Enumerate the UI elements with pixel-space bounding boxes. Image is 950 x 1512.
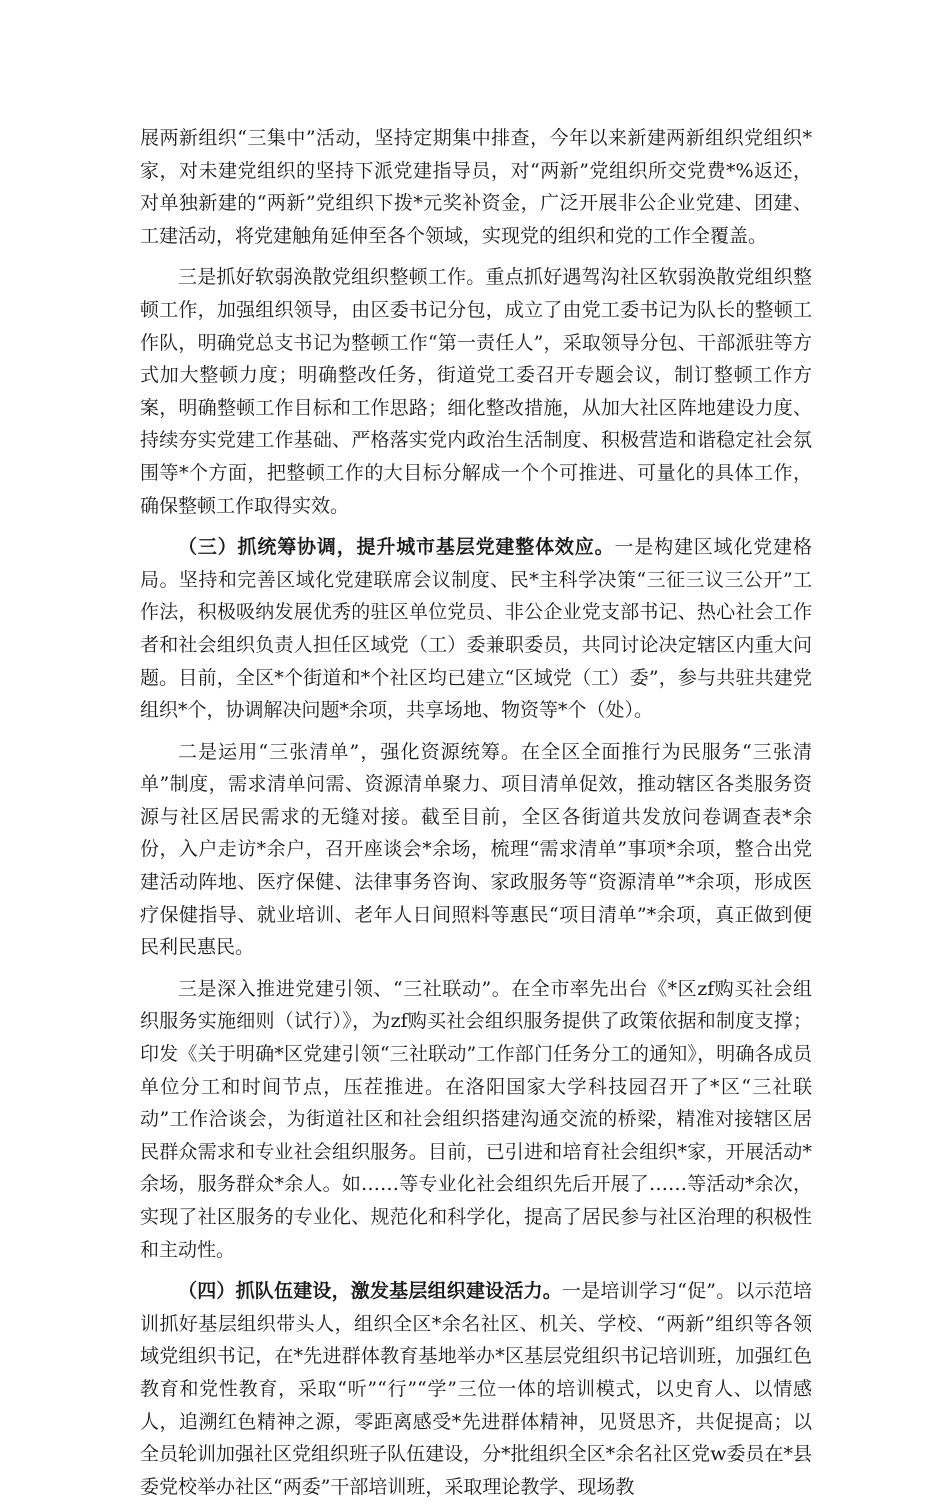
- paragraph-1: [140, 122, 812, 252]
- paragraph-text: 一是构建区域化党建格局。坚持和完善区域化党建联席会议制度、民*主科学决策“三征三议三公开”工作法，积极吸纳发展优秀的驻区单位党员、非公企业党支部书记、热心社会工作者和社会组织负责人担任区域党（工）委兼职委员，共同讨论决定辖区内重大问题。目前，全区*个街道和*个社区均已建立“区域党（工）委”，参与共驻共建党组织*个，协调解决问题*余项，共享场地、物资等*个（处）。: [140, 536, 812, 722]
- section-heading: （三）抓统筹协调，提升城市基层党建整体效应。: [178, 536, 615, 559]
- paragraph-2: [140, 261, 812, 522]
- paragraph-text: 展两新组织“三集中”活动，坚持定期集中排查，今年以来新建两新组织党组织*家，对未建党组织的坚持下派党建指导员，对“两新”党组织所交党费*%返还，对单独新建的“两新”党组织下拨*元奖补资金，广泛开展非公企业党建、团建、工建活动，将党建触角延伸至各个领域，实现党的组织和党的工作全覆盖。: [140, 127, 812, 247]
- paragraph-text: 三是深入推进党建引领、“三社联动”。在全市率先出台《*区zf购买社会组织服务实施细则（试行）》，为zf购买社会组织服务提供了政策依据和制度支撑；印发《关于明确*区党建引领“三社联动”工作部门任务分工的通知》，明确各成员单位分工和时间节点，压茬推进。在洛阳国家大学科技园召开了*区“三社联动”工作洽谈会，为街道社区和社会组织搭建沟通交流的桥梁，精准对接辖区居民群众需求和专业社会组织服务。目前，已引进和培育社会组织*家，开展活动*余场，服务群众*余人。如……等专业化社会组织先后开展了……等活动*余次，实现了社区服务的专业化、规范化和科学化，提高了居民参与社区治理的积极性和主动性。: [140, 977, 812, 1261]
- document-page: [140, 122, 812, 1512]
- paragraph-4: [140, 736, 812, 964]
- paragraph-6: [140, 1275, 812, 1503]
- paragraph-5: [140, 973, 812, 1266]
- paragraph-text: 一是培训学习“促”。以示范培训抓好基层组织带头人，组织全区*余名社区、机关、学校、“两新”组织等各领域党组织书记，在*先进群体教育基地举办*区基层党组织书记培训班，加强红色教育和党性教育，采取“听”“行”“学”三位一体的培训模式，以史育人、以情感人，追溯红色精神之源，零距离感受*先进群体精神，见贤思齐，共促提高；以全员轮训加强社区党组织班子队伍建设，分*批组织全区*余名社区党w委员在*县委党校举办社区“两委”干部培训班，采取理论教学、现场教: [140, 1280, 812, 1498]
- section-heading: （四）抓队伍建设，激发基层组织建设活力。: [178, 1280, 562, 1303]
- paragraph-3: [140, 531, 812, 727]
- paragraph-text: 三是抓好软弱涣散党组织整顿工作。重点抓好遇驾沟社区软弱涣散党组织整顿工作，加强组织领导，由区委书记分包，成立了由党工委书记为队长的整顿工作队，明确党总支书记为整顿工作“第一责任人”，采取领导分包、干部派驻等方式加大整顿力度；明确整改任务，街道党工委召开专题会议，制订整顿工作方案，明确整顿工作目标和工作思路；细化整改措施，从加大社区阵地建设力度、持续夯实党建工作基础、严格落实党内政治生活制度、积极营造和谐稳定社会氛围等*个方面，把整顿工作的大目标分解成一个个可推进、可量化的具体工作，确保整顿工作取得实效。: [140, 266, 812, 517]
- paragraph-text: 二是运用“三张清单”，强化资源统筹。在全区全面推行为民服务“三张清单”制度，需求清单问需、资源清单聚力、项目清单促效，推动辖区各类服务资源与社区居民需求的无缝对接。截至目前，全区各街道共发放问卷调查表*余份，入户走访*余户，召开座谈会*余场，梳理“需求清单”事项*余项，整合出党建活动阵地、医疗保健、法律事务咨询、家政服务等“资源清单”*余项，形成医疗保健指导、就业培训、老年人日间照料等惠民“项目清单”*余项，真正做到便民利民惠民。: [140, 740, 812, 959]
